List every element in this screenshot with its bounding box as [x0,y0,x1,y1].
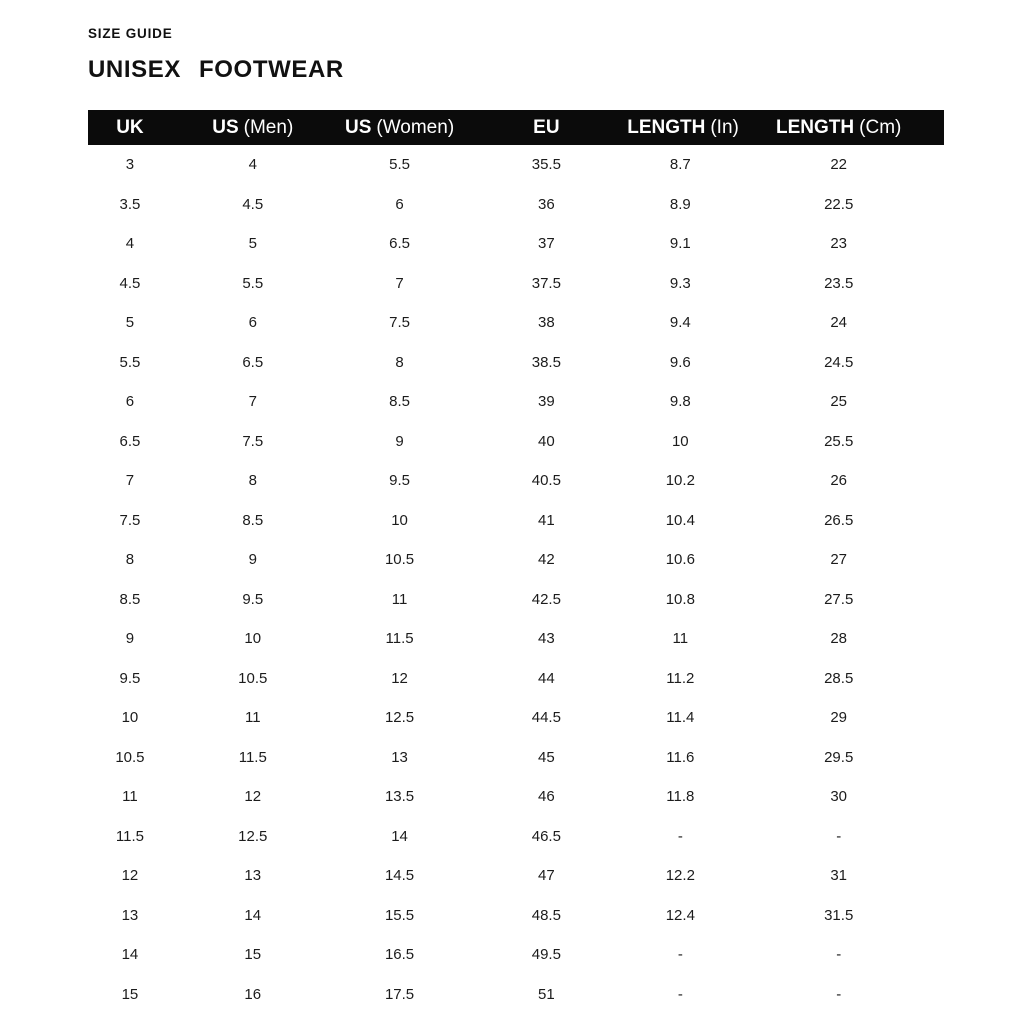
size-guide-eyebrow: SIZE GUIDE [88,26,173,41]
table-cell: 6 [395,195,404,213]
table-cell: 6.5 [242,353,264,371]
table-row [88,738,944,778]
table-cell: 9.1 [669,235,691,253]
table-row [88,935,944,975]
table-cell: 11 [244,709,261,727]
table-cell: 12 [121,867,139,885]
table-cell: - [836,946,842,964]
table-cell: 46 [538,788,555,806]
table-cell: 6 [125,393,135,411]
table-cell: 8 [248,472,257,490]
table-cell: 35.5 [531,156,561,174]
column-header-length-in: LENGTH (In) [627,110,733,145]
table-cell: 25 [830,393,848,411]
table-cell: 10.5 [384,551,415,569]
table-cell: 9.6 [669,353,691,371]
table-cell: 29.5 [824,748,854,766]
table-cell: 23 [830,235,848,253]
table-cell: 9.5 [119,669,141,687]
table-cell: 24 [830,314,848,332]
table-cell: 25.5 [824,432,854,450]
table-cell: 27.5 [824,590,854,608]
size-table [88,110,944,1014]
table-cell: 10.6 [665,551,695,569]
table-cell: 10 [671,432,689,450]
table-cell: 11.5 [238,748,267,766]
table-cell: 26.5 [824,511,854,529]
table-cell: 9.3 [669,274,691,292]
table-row [88,343,944,383]
table-cell: 42.5 [531,590,561,608]
table-row [88,619,944,659]
table-cell: 40.5 [531,472,561,490]
table-cell: 12.5 [384,709,415,727]
table-cell: 12.2 [665,867,695,885]
table-cell: 13.5 [384,788,415,806]
table-cell: 9 [125,630,135,648]
table-cell: 46.5 [531,827,561,845]
column-header-uk: UK [88,110,172,145]
table-cell: 8.5 [119,590,141,608]
table-row [88,777,944,817]
table-cell: 10.5 [115,748,145,766]
table-cell: 7 [125,472,135,490]
table-cell: 10.2 [665,472,695,490]
table-cell: 14 [244,906,262,924]
table-cell: 12.4 [665,906,695,924]
table-cell: 10.4 [665,511,695,529]
table-row [88,422,944,462]
table-cell: 10.5 [238,669,268,687]
table-cell: 10 [391,511,408,529]
table-cell: 22 [830,156,848,174]
table-cell: 37.5 [531,274,561,292]
table-cell: 7.5 [389,314,410,332]
table-cell: 11 [122,788,138,806]
table-cell: 13 [391,748,408,766]
table-cell: 31.5 [824,906,854,924]
table-cell: 8 [395,353,404,371]
table-cell: 23.5 [824,274,854,292]
table-cell: 9.5 [242,590,264,608]
table-cell: 15 [121,985,139,1003]
table-cell: 16 [244,985,262,1003]
table-cell: 49.5 [531,946,561,964]
table-cell: 14 [121,946,139,964]
table-row [88,185,944,225]
table-cell: 40 [538,432,555,450]
table-cell: 38 [538,314,555,332]
table-cell: 5 [125,314,135,332]
table-cell: 11.5 [115,827,144,845]
table-cell: 9.8 [669,393,691,411]
table-cell: 5.5 [389,156,410,174]
table-cell: 12.5 [238,827,268,845]
table-cell: 10 [244,630,262,648]
table-cell: 9 [248,551,257,569]
table-cell: 11.5 [385,630,414,648]
table-cell: 29 [830,709,848,727]
table-cell: 51 [538,985,555,1003]
table-row [88,461,944,501]
size-table-body [88,145,944,1014]
table-cell: 36 [538,195,555,213]
column-header-us-men: US (Men) [172,110,334,145]
table-cell: 4.5 [242,195,264,213]
table-row [88,698,944,738]
table-row [88,540,944,580]
table-cell: 5 [248,235,257,253]
table-cell: 26 [830,472,848,490]
table-cell: 6.5 [389,235,410,253]
table-row [88,817,944,857]
table-cell: 4 [248,156,257,174]
table-cell: 41 [538,511,555,529]
table-cell: 30 [830,788,848,806]
table-header-row [88,110,944,145]
column-header-us-women: US (Women) [334,110,466,145]
table-cell: 13 [244,867,262,885]
table-cell: 45 [538,748,555,766]
table-cell: 47 [538,867,555,885]
table-cell: 5.5 [242,274,264,292]
table-row [88,580,944,620]
table-row [88,975,944,1015]
table-cell: 12 [391,669,408,687]
table-cell: 3.5 [119,195,141,213]
table-cell: 5.5 [119,353,141,371]
table-cell: 37 [538,235,555,253]
table-cell: 8.5 [242,511,264,529]
table-cell: 7.5 [242,432,264,450]
table-cell: 14.5 [384,867,415,885]
table-cell: 11.2 [666,669,695,687]
table-cell: 11.4 [666,709,695,727]
size-guide-page [88,0,944,1014]
table-cell: 12 [244,788,262,806]
table-row [88,264,944,304]
table-cell: - [677,985,683,1003]
table-cell: - [677,827,683,845]
table-row [88,501,944,541]
table-cell: - [836,985,842,1003]
table-row [88,659,944,699]
table-cell: 15 [244,946,262,964]
table-cell: 6 [248,314,257,332]
table-row [88,145,944,185]
column-header-eu: EU [465,110,627,145]
table-cell: - [836,827,842,845]
table-cell: 17.5 [384,985,415,1003]
table-row [88,896,944,936]
table-cell: 39 [538,393,555,411]
page-title: UNISEX FOOTWEAR [88,56,344,83]
table-cell: 7.5 [119,511,141,529]
table-cell: 44 [538,669,555,687]
table-cell: 28 [830,630,848,648]
table-cell: 44.5 [531,709,561,727]
table-cell: 8.9 [669,195,691,213]
table-cell: 9.4 [669,314,691,332]
table-cell: 8.7 [669,156,691,174]
table-cell: 24.5 [824,353,854,371]
table-cell: - [677,946,683,964]
table-row [88,382,944,422]
table-cell: 8 [125,551,135,569]
table-cell: 28.5 [824,669,854,687]
table-cell: 31 [830,867,848,885]
table-cell: 13 [121,906,139,924]
column-header-length-cm: LENGTH (Cm) [733,110,944,145]
table-cell: 16.5 [384,946,415,964]
table-cell: 4 [125,235,135,253]
table-cell: 27 [830,551,848,569]
table-cell: 11.6 [666,748,695,766]
table-row [88,224,944,264]
table-cell: 15.5 [384,906,415,924]
table-cell: 8.5 [389,393,410,411]
table-cell: 7 [395,274,404,292]
table-cell: 42 [538,551,555,569]
table-cell: 22.5 [824,195,854,213]
table-cell: 10 [121,709,139,727]
table-cell: 11 [391,590,408,608]
table-cell: 14 [391,827,408,845]
table-cell: 9 [395,432,404,450]
table-cell: 10.8 [665,590,695,608]
table-cell: 43 [538,630,555,648]
table-row [88,303,944,343]
table-cell: 38.5 [531,353,561,371]
table-cell: 48.5 [531,906,561,924]
table-cell: 9.5 [389,472,410,490]
table-row [88,856,944,896]
table-cell: 7 [248,393,257,411]
table-cell: 11 [672,630,689,648]
table-cell: 3 [125,156,135,174]
table-cell: 4.5 [119,274,141,292]
table-cell: 11.8 [666,788,695,806]
table-cell: 6.5 [119,432,141,450]
